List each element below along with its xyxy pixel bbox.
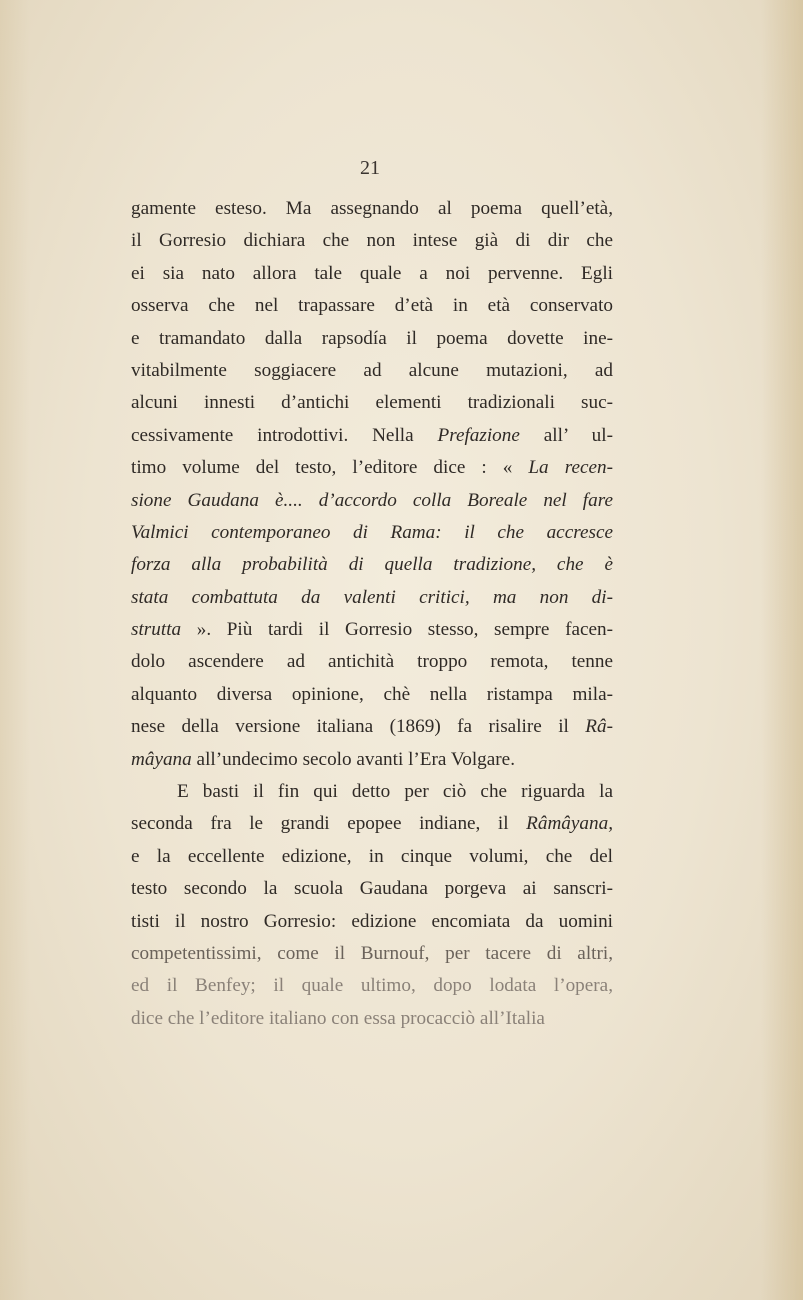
text-line <box>131 323 613 355</box>
text-run: alcuni innesti d’antichi elementi tradizionali suc- <box>131 392 613 414</box>
text-run: testo secondo la scuola Gaudana porgeva ai sanscri- <box>131 878 613 900</box>
text-run: competentissimi, come il Burnouf, per tacere di altri, <box>131 942 613 964</box>
text-run: all’undecimo secolo avanti l’Era Volgare. <box>191 748 515 770</box>
text-line <box>131 938 613 970</box>
text-line <box>131 744 613 776</box>
text-line <box>131 193 613 225</box>
text-line <box>131 873 613 905</box>
text-run: e tramandato dalla rapsodía il poema dovette ine- <box>131 327 613 349</box>
text-line <box>131 679 613 711</box>
page-edge-shadow-right <box>761 0 803 1300</box>
text-run: cessivamente introdottivi. Nella <box>131 424 438 446</box>
text-run: vitabilmente soggiacere ad alcune mutazioni, ad <box>131 359 613 381</box>
page-edge-shadow-left <box>0 0 30 1300</box>
text-run: ». Più tardi il Gorresio stesso, sempre facen- <box>181 619 613 641</box>
italic-text: La recen- <box>528 457 613 479</box>
text-line <box>131 387 613 419</box>
text-run: dice che l’editore italiano con essa procacciò all’Italia <box>131 1007 545 1029</box>
text-run: gamente esteso. Ma assegnando al poema quell’età, <box>131 198 613 219</box>
italic-text: Râ- <box>585 716 613 738</box>
text-run: all’ ul- <box>519 424 613 446</box>
text-line <box>131 485 613 517</box>
text-line <box>131 841 613 873</box>
text-line <box>131 808 613 840</box>
text-line <box>131 452 613 484</box>
text-run: e la eccellente edizione, in cinque volumi, che del <box>131 845 613 867</box>
italic-text: sione Gaudana è.... d’accordo colla Boreale nel fare <box>131 489 613 511</box>
text-run: tisti il nostro Gorresio: edizione encomiata da uomini <box>131 910 613 932</box>
text-line <box>131 549 613 581</box>
text-line <box>131 776 613 808</box>
text-line <box>131 225 613 257</box>
text-run: seconda fra le grandi epopee indiane, il <box>131 813 527 835</box>
italic-text: Valmici contemporaneo di Rama: il che accresce <box>131 521 613 543</box>
text-run: ei sia nato allora tale quale a noi pervenne. Egli <box>131 262 613 284</box>
italic-text: forza alla probabilità di quella tradizione, che è <box>131 554 613 576</box>
text-run: dolo ascendere ad antichità troppo remota, tenne <box>131 651 613 673</box>
page-number: 21 <box>360 157 380 179</box>
text-run: il Gorresio dichiara che non intese già di dir che <box>131 230 613 252</box>
text-line <box>131 614 613 646</box>
text-run: osserva che nel trapassare d’età in età conservato <box>131 295 613 317</box>
text-line <box>131 420 613 452</box>
text-line <box>131 258 613 290</box>
text-run: E basti il fin qui detto per ciò che riguarda la <box>177 781 613 803</box>
text-line <box>131 970 613 1002</box>
body-text <box>131 193 613 1035</box>
text-line <box>131 290 613 322</box>
text-run: nese della versione italiana (1869) fa risalire il <box>131 716 586 738</box>
text-run: ed il Benfey; il quale ultimo, dopo lodata l’opera, <box>131 975 613 997</box>
italic-text: stata combattuta da valenti critici, ma non di- <box>131 586 613 608</box>
text-line <box>131 517 613 549</box>
text-line <box>131 355 613 387</box>
italic-text: strutta <box>131 619 182 641</box>
text-line <box>131 646 613 678</box>
text-line <box>131 1003 613 1035</box>
text-line <box>131 582 613 614</box>
text-run: alquanto diversa opinione, chè nella ristampa mila- <box>131 683 613 705</box>
text-run: timo volume del testo, l’editore dice : « <box>131 457 529 479</box>
italic-text: mâyana <box>131 748 192 770</box>
text-line <box>131 711 613 743</box>
italic-text: Râmâyana, <box>526 813 613 835</box>
text-line <box>131 906 613 938</box>
italic-text: Prefazione <box>437 424 520 446</box>
